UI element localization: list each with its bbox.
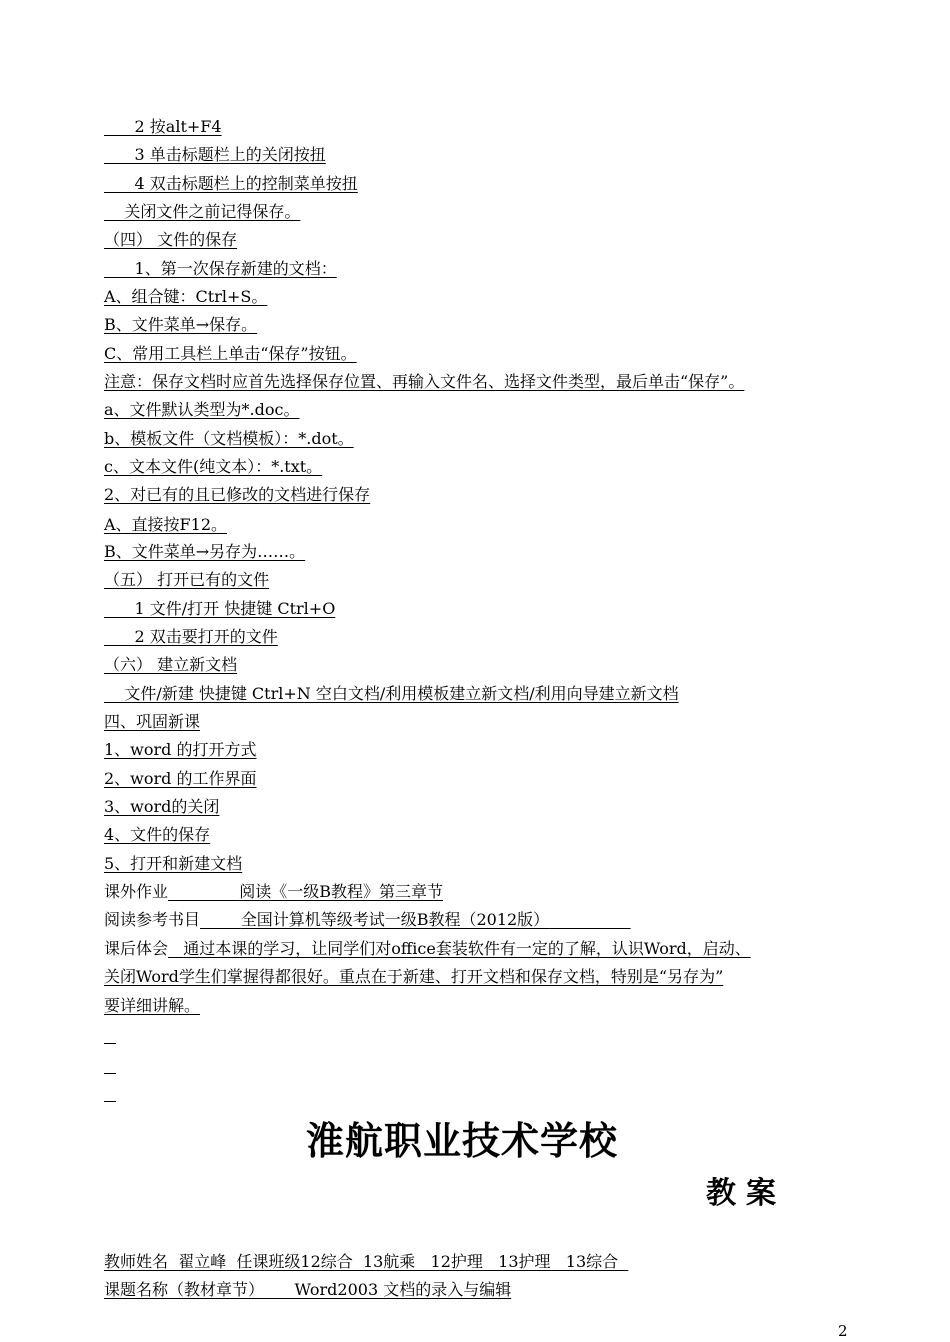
course-line bbox=[104, 1280, 511, 1300]
section-heading: 四、巩固新课 bbox=[104, 712, 201, 731]
underline-mark bbox=[104, 1043, 116, 1044]
teacher-label: 教师姓名 bbox=[104, 1252, 169, 1271]
section-heading: （六） 建立新文档 bbox=[104, 655, 238, 674]
reflection-line-1 bbox=[104, 939, 751, 959]
doc-type-title: 教案 bbox=[706, 1176, 786, 1211]
class-label: 任课班级 bbox=[236, 1252, 301, 1271]
list-item: 3、word的关闭 bbox=[104, 797, 220, 816]
text-line: 文件/新建 快捷键 Ctrl+N 空白文档/利用模板建立新文档/利用向导建立新文档 bbox=[104, 684, 679, 703]
text-line: 1 文件/打开 快捷键 Ctrl+O bbox=[104, 599, 336, 618]
reflection-line-2: 关闭Word学生们掌握得都很好。重点在于新建、打开文档和保存文档，特别是“另存为” bbox=[104, 967, 724, 986]
underline-mark bbox=[104, 1073, 116, 1074]
homework-line bbox=[104, 882, 443, 902]
list-item: 1、word 的打开方式 bbox=[104, 740, 257, 759]
page-number: 2 bbox=[838, 1322, 848, 1340]
text-line: c、文本文件(纯文本）：*.txt。 bbox=[104, 457, 323, 476]
teacher-name: 翟立峰 bbox=[178, 1252, 227, 1271]
homework-label: 课外作业 bbox=[104, 882, 169, 901]
reflection-text: 通过本课的学习，让同学们对office套装软件有一定的了解，认识Word，启动、 bbox=[183, 939, 751, 958]
reflection-label: 课后体会 bbox=[104, 939, 169, 958]
text-line: 3 单击标题栏上的关闭按扭 bbox=[104, 145, 326, 164]
text-line: 2、对已有的且已修改的文档进行保存 bbox=[104, 485, 371, 504]
text-line: B、文件菜单→保存。 bbox=[104, 315, 258, 334]
school-title: 淮航职业技术学校 bbox=[305, 1119, 618, 1163]
text-line: 注意：保存文档时应首先选择保存位置、再输入文件名、选择文件类型，最后单击“保存”。 bbox=[104, 372, 745, 391]
list-item: 5、打开和新建文档 bbox=[104, 854, 243, 873]
reflection-line-3: 要详细讲解。 bbox=[104, 996, 201, 1015]
course-value: Word2003 文档的录入与编辑 bbox=[294, 1280, 512, 1299]
text-line: 关闭文件之前记得保存。 bbox=[104, 202, 301, 221]
underline-mark bbox=[104, 1101, 116, 1102]
text-line: A、组合键：Ctrl+S。 bbox=[104, 287, 268, 306]
text-line: 2 双击要打开的文件 bbox=[104, 627, 278, 646]
text-line: A、直接按F12。 bbox=[104, 515, 228, 534]
course-label: 课题名称（教材章节） bbox=[104, 1280, 265, 1299]
teacher-line bbox=[104, 1252, 628, 1272]
reading-line bbox=[104, 910, 631, 930]
text-line: 4 双击标题栏上的控制菜单按扭 bbox=[104, 174, 358, 193]
text-line: C、常用工具栏上单击“保存”按钮。 bbox=[104, 344, 357, 363]
section-heading: （五） 打开已有的文件 bbox=[104, 570, 270, 589]
text-line: 2 按alt+F4 bbox=[104, 117, 222, 136]
text-line: a、文件默认类型为*.doc。 bbox=[104, 400, 300, 419]
text-line: B、文件菜单→另存为……。 bbox=[104, 542, 306, 561]
text-line: 1、第一次保存新建的文档： bbox=[104, 259, 337, 278]
list-item: 4、文件的保存 bbox=[104, 825, 211, 844]
text-line: b、模板文件（文档模板）：*.dot。 bbox=[104, 429, 354, 448]
section-heading: （四） 文件的保存 bbox=[104, 230, 238, 249]
homework-value: 阅读《一级B教程》第三章节 bbox=[239, 882, 443, 901]
class-list: 12综合 13航乘 12护理 13护理 13综合 bbox=[300, 1252, 619, 1271]
reading-label: 阅读参考书目 bbox=[104, 910, 201, 929]
reading-value: 全国计算机等级考试一级B教程（2012版） bbox=[240, 910, 550, 929]
list-item: 2、word 的工作界面 bbox=[104, 769, 257, 788]
